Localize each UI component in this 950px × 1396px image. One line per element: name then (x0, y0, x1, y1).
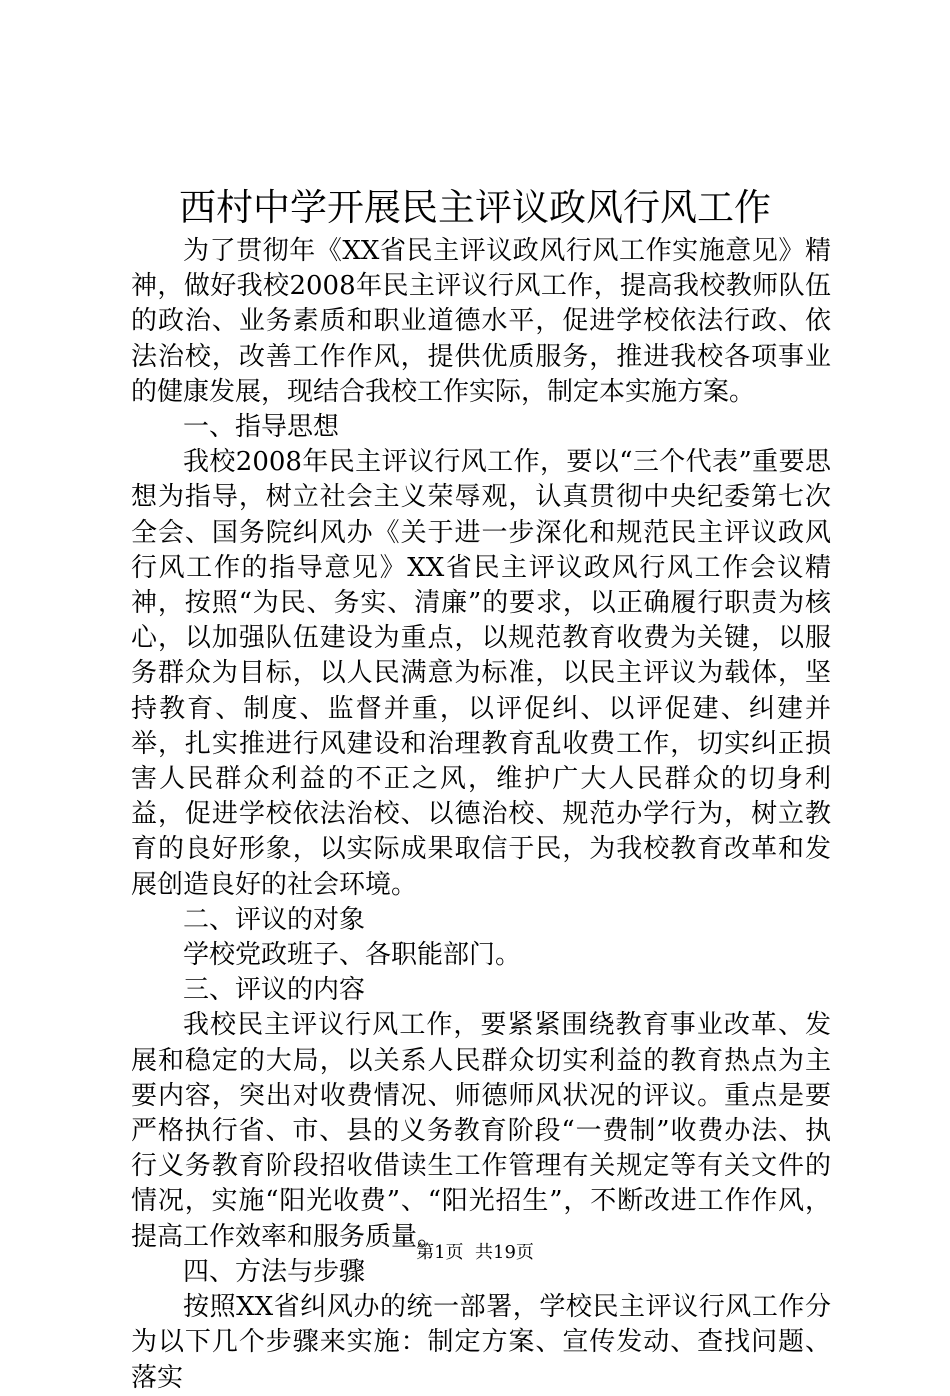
section-heading-guiding-thought: 一、指导思想 (183, 412, 340, 443)
paragraph-targets: 学校党政班子、各职能部门。 (183, 940, 522, 971)
page-total: 共19页 (475, 1242, 534, 1263)
section-heading-targets: 二、评议的对象 (183, 904, 366, 935)
document-title: 西村中学开展民主评议政风行风工作 (179, 186, 771, 229)
paragraph-intro: 为了贯彻年《XX省民主评议政风行风工作实施意见》精神，做好我校2008年民主评议行风工作，提高我校教师队伍的政治、业务素质和职业道德水平，促进学校依法行政、依法治校，改善工作作风，提供优质服务，推进我校各项事业的健康发展，现结合我校工作实际，制定本实施方案。 (131, 236, 831, 407)
document-body (131, 234, 831, 1396)
paragraph-methods: 按照XX省纠风办的统一部署，学校民主评议行风工作分为以下几个步骤来实施：制定方案、宣传发动、查找问题、落实 (131, 1292, 831, 1393)
page-number: 第1页 (416, 1242, 464, 1263)
page-footer (0, 1241, 950, 1265)
section-heading-content: 三、评议的内容 (183, 975, 366, 1006)
paragraph-content: 我校民主评议行风工作，要紧紧围绕教育事业改革、发展和稳定的大局，以关系人民群众切实利益的教育热点为主要内容，突出对收费情况、师德师风状况的评议。重点是要严格执行省、市、县的义务教育阶段“一费制”收费办法、执行义务教育阶段招收借读生工作管理有关规定等有关文件的情况，实施“阳光收费”、“阳光招生”，不断改进工作作风，提高工作效率和服务质量。 (131, 1010, 831, 1252)
section-heading-methods: 四、方法与步骤 (183, 1256, 366, 1287)
paragraph-guiding-thought: 我校2008年民主评议行风工作，要以“三个代表”重要思想为指导，树立社会主义荣辱观，认真贯彻中央纪委第七次全会、国务院纠风办《关于进一步深化和规范民主评议政风行风工作的指导意见》XX省民主评议政风行风工作会议精神，按照“为民、务实、清廉”的要求，以正确履行职责为核心，以加强队伍建设为重点，以规范教育收费为关键，以服务群众为目标，以人民满意为标准，以民主评议为载体，坚持教育、制度、监督并重，以评促纠、以评促建、纠建并举，扎实推进行风建设和治理教育乱收费工作，切实纠正损害人民群众利益的不正之风，维护广大人民群众的切身利益，促进学校依法治校、以德治校、规范办学行为，树立教育的良好形象，以实际成果取信于民，为我校教育改革和发展创造良好的社会环境。 (131, 447, 831, 900)
